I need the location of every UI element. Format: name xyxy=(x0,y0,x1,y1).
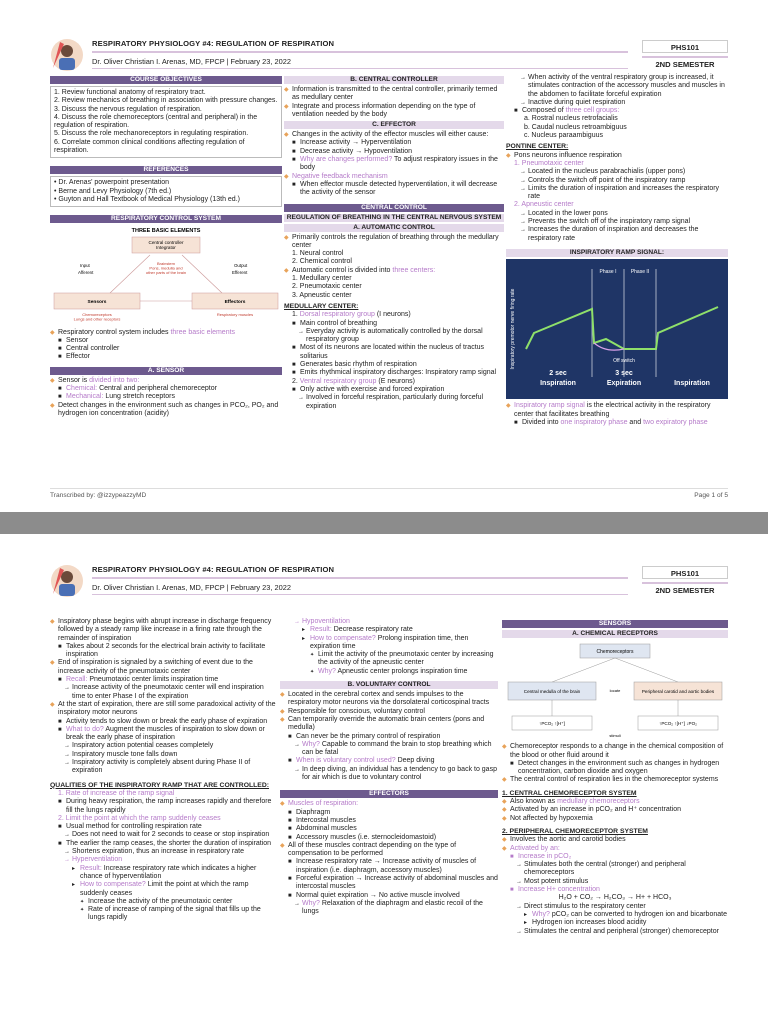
list-item: ■ When effector muscle detected hyperventilation, it will decrease the activity of the sensor xyxy=(284,181,504,198)
list-item: ◆ Not affected by hypoxemia xyxy=(502,815,728,823)
list-item: ■ Increase respiratory rate → Increase activity of muscles of inspiration (i.e. diaphragm, accessory muscles) xyxy=(280,858,498,875)
central-chemoreceptor-heading: 1. CENTRAL CHEMORECEPTOR SYSTEM xyxy=(502,789,637,797)
objective: 6. Correlate common clinical conditions affecting regulation of respiration. xyxy=(54,138,245,155)
central-stimuli-box: ↑PCO₂ ↑[H⁺] xyxy=(539,721,565,726)
doc-title: RESPIRATORY PHYSIOLOGY #4: REGULATION OF RESPIRATION xyxy=(92,39,335,48)
list-item: → Most potent stimulus xyxy=(502,878,728,886)
list-item: → Why? Capable to command the brain to stop breathing which can be fatal xyxy=(280,741,498,758)
list-item: ■ Central controller xyxy=(50,345,282,353)
list-item: b. Caudal nucleus retroambiguus xyxy=(524,123,627,131)
list-item: ▸ How to compensate? Limit the point at which the ramp suddenly ceases xyxy=(50,881,276,898)
list-item: ■ Can never be the primary control of respiration xyxy=(280,733,498,741)
ramp-heading: INSPIRATORY RAMP SIGNAL: xyxy=(506,249,728,257)
list-item: ✦ Limit the activity of the pneumotaxic center by increasing the activity of the apneustic center xyxy=(280,651,498,668)
page-2 xyxy=(0,512,768,1024)
list-item: → Why? Relaxation of the diaphragm and elastic recoil of the lungs xyxy=(280,900,498,917)
list-item: ■ Activity tends to slow down or break the early phase of expiration xyxy=(50,718,276,726)
list-item: ◆ Information is transmitted to the central controller, primarily termed as medullary center xyxy=(284,86,504,103)
ramp-ylabel: Inspiratory premotor nerve firing rate xyxy=(510,288,516,370)
list-item: ▸ Why? pCO₂ can be converted to hydrogen ion and bicarbonate xyxy=(502,911,728,919)
references-heading: REFERENCES xyxy=(50,166,282,174)
page-header xyxy=(50,564,728,598)
respiratory-muscles-label: Respiratory muscles xyxy=(216,312,254,318)
list-item: → Stimulates the central and peripheral (stronger) chemoreceptor xyxy=(502,928,728,936)
objective: 2. Review mechanics of breathing in association with pressure changes. xyxy=(54,97,278,105)
apneustic-label: 2. Apneustic center xyxy=(514,201,574,209)
list-item: 2. Limit the point at which the ramp suddenly ceases xyxy=(58,814,221,822)
effectors-heading: EFFECTORS xyxy=(280,790,498,798)
negative-feedback-label: ◆ Negative feedback mechanism xyxy=(284,173,504,181)
doc-title: RESPIRATORY PHYSIOLOGY #4: REGULATION OF RESPIRATION xyxy=(92,565,335,574)
list-item: → Prevents the switch off of the inspiratory ramp signal xyxy=(506,218,728,226)
pontine-center-heading: PONTINE CENTER: xyxy=(506,143,569,151)
list-item: 2. Chemical control xyxy=(292,258,352,266)
list-item: ■ Sensor xyxy=(50,337,282,345)
list-item: → Stimulates both the central (stronger) and peripheral chemoreceptors xyxy=(502,861,728,878)
objective: 1. Review functional anatomy of respiratory tract. xyxy=(54,89,206,96)
list-item: ◆ Inspiratory phase begins with abrupt increase in discharge frequency followed by a steady ramp like increase in a firing rate through the remainder of inspiration xyxy=(50,618,276,643)
effector-heading: C. EFFECTOR xyxy=(284,121,504,129)
diagram-title: THREE BASIC ELEMENTS xyxy=(131,228,201,235)
brainstem-label: Brainstem Pons, medulla and other parts of the brain xyxy=(145,261,187,276)
list-item: 1. Neural control xyxy=(292,250,344,258)
page-footer: Transcribed by: @izzypeazzyMD Page 1 of 5 xyxy=(50,492,728,499)
list-item: ▸ Result: Decrease respiratory rate xyxy=(280,626,498,634)
list-item: → Controls the switch off point of the inspiratory ramp xyxy=(506,177,728,185)
sensor-bullet: ◆ Sensor is divided into two: xyxy=(50,377,282,385)
qualities-heading: QUALITIES OF THE INSPIRATORY RAMP THAT ARE CONTROLLED: xyxy=(50,781,270,789)
list-item: → Does not need to wait for 2 seconds to cease or stop inspiration xyxy=(50,831,276,839)
ramp-label: Inspiration xyxy=(540,379,576,387)
ramp-label: 2 sec xyxy=(549,369,567,377)
list-item: → Limits the duration of inspiration and increases the respiratory rate xyxy=(506,185,728,202)
reference: • Berne and Levy Physiology (7th ed.) xyxy=(54,187,172,195)
doctor-logo-icon xyxy=(50,38,84,72)
central-controller-heading: B. CENTRAL CONTROLLER xyxy=(284,76,504,84)
list-item: ■ Most of its neurons are located within the nucleus of tractus solitarius xyxy=(284,344,504,361)
sensor-chemical: ■ Chemical: Central and peripheral chemoreceptor xyxy=(50,385,282,393)
list-item: 1. Medullary center xyxy=(292,275,352,283)
list-item: ■ Effector xyxy=(50,353,282,361)
inspiratory-ramp-figure xyxy=(506,259,728,399)
off-switch-label: Off switch xyxy=(613,357,635,364)
list-item: → Inspiratory action potential ceases completely xyxy=(50,742,276,750)
ramp-label: 3 sec xyxy=(615,369,633,377)
list-item: ◆ Responsible for conscious, voluntary control xyxy=(280,708,498,716)
list-item: → Increase activity of the pneumotaxic center will end inspiration time to enter Phase I of the expiration xyxy=(50,684,276,701)
list-item: ◆ Changes in the activity of the effector muscles will either cause: xyxy=(284,131,504,139)
list-item: ✦ Rate of increase of ramping of the signal that fills up the lungs rapidly xyxy=(50,906,276,923)
list-item: ◆ Activated by an: xyxy=(502,845,728,853)
references-list xyxy=(50,176,282,207)
doctor-logo-icon xyxy=(50,564,84,598)
list-item: → In deep diving, an individual has a tendency to go back to gasp for air which is due to voluntary control xyxy=(280,766,498,783)
control-system-diagram xyxy=(50,225,282,325)
phase-2-label: Phase II xyxy=(630,268,650,275)
list-item: ◆ Involves the aortic and carotid bodies xyxy=(502,836,728,844)
list-item: ◆ End of inspiration is signaled by a switching of event due to the increase activity of the pneumotaxic center xyxy=(50,659,276,676)
list-item: ◆ Also known as medullary chemoreceptors xyxy=(502,798,728,806)
list-item: ✦ Why? Apneustic center prolongs inspiration time xyxy=(280,668,498,676)
chemoreceptor-diagram xyxy=(502,640,728,740)
semester-badge: 2ND SEMESTER xyxy=(642,56,728,69)
list-item: ■ Increase in pCO₂ xyxy=(502,853,728,861)
list-item: ■ Divided into one inspiratory phase and two expiratory phase xyxy=(506,419,728,427)
objective: 5. Discuss the role mechanoreceptors in regulating respiration. xyxy=(54,130,249,138)
list-item: ■ Decrease activity → Hypoventilation xyxy=(284,148,504,156)
column-1 xyxy=(50,74,282,418)
list-item: ■ What to do? Augment the muscles of inspiration to slow down or break the early phase of inspiration xyxy=(50,726,276,743)
list-item: ■ Usual method for controlling respiration rate xyxy=(50,823,276,831)
phase-1-label: Phase I xyxy=(599,268,617,275)
list-item: ■ Only active with exercise and forced expiration xyxy=(284,386,504,394)
list-item: ▸ Hydrogen ion increases blood acidity xyxy=(502,919,728,927)
list-item: → Involved in forceful respiration, particularly during forceful expiration xyxy=(284,394,504,411)
objectives-list xyxy=(50,86,282,158)
list-item: ◆ Located in the cerebral cortex and sends impulses to the respiratory motor neurons via the dorsolateral corticospinal tracts xyxy=(280,691,498,708)
list-item: ■ Why are changes performed? To adjust respiratory issues in the body xyxy=(284,156,504,173)
hypoventilation-label: → Hypoventilation xyxy=(280,618,498,626)
list-item: ◆ All of these muscles contract depending on the type of compensation to be performed xyxy=(280,842,498,859)
list-item: ◆ Activated by an increase in pCO₂ and H⁺ concentration xyxy=(502,806,728,814)
list-item: ■ Recall: Pneumotaxic center limits inspiration time xyxy=(50,676,276,684)
doc-authors: Dr. Oliver Christian I. Arenas, MD, FPCP | February 23, 2022 xyxy=(92,57,291,66)
equation: H₂O + CO₂ → H₂CO₃ → H+ + HCO₃ xyxy=(558,894,672,902)
sensors-heading: SENSORS xyxy=(502,620,728,628)
effectors-box: Effectors xyxy=(224,300,246,306)
list-item: a. Rostral nucleus retrofacialis xyxy=(524,115,618,123)
column-1 xyxy=(50,618,276,923)
list-item: ◆ Pons neurons influence respiration xyxy=(506,152,728,160)
ramp-label: Inspiration xyxy=(674,379,710,387)
list-item: ◆ Chemoreceptor responds to a change in the chemical composition of the blood or other fluid around it xyxy=(502,743,728,760)
list-item: ■ The earlier the ramp ceases, the shorter the duration of inspiration xyxy=(50,840,276,848)
list-item: → When activity of the ventral respiratory group is increased, it stimulates contraction of the accessory muscles and muscles in the abdomen to facilitate forceful expiration xyxy=(506,74,728,99)
list-item: 2. Ventral respiratory group (E neurons) xyxy=(292,377,415,385)
chemoreceptors-box: Chemoreceptors xyxy=(596,649,634,655)
list-item: ■ Main control of breathing xyxy=(284,320,504,328)
list-item: ■ Increase H+ concentration xyxy=(502,886,728,894)
list-item: ■ Takes about 2 seconds for the electrical brain activity to facilitate inspiration xyxy=(50,643,276,660)
column-2 xyxy=(280,618,498,917)
list-item: 3. Apneustic center xyxy=(292,291,352,299)
list-item: → Increases the duration of inspiration and decreases the respiratory rate xyxy=(506,226,728,243)
course-badge: PHS101 xyxy=(642,566,728,579)
list-item: ■ Detect changes in the environment such as changes in hydrogen concentration, carbon dioxide and oxygen xyxy=(502,760,728,777)
list-item: ■ Emits rhythmical inspiratory discharges: Inspiratory ramp signal xyxy=(284,369,504,377)
list-item: 1. Dorsal respiratory group (I neurons) xyxy=(292,311,411,319)
automatic-control-heading: A. AUTOMATIC CONTROL xyxy=(284,224,504,232)
output-label: Output xyxy=(234,263,248,269)
page-header xyxy=(50,38,728,72)
list-item: ◆ Automatic control is divided into three centers: xyxy=(284,267,504,275)
list-item: ◆ Integrate and process information depending on the type of ventilation needed by the body xyxy=(284,103,504,120)
list-item: ✦ Increase the activity of the pneumotaxic center xyxy=(50,898,276,906)
voluntary-control-heading: B. VOLUNTARY CONTROL xyxy=(280,681,498,689)
locate-label: locate xyxy=(609,688,621,693)
list-item: ■ When is voluntary control used? Deep diving xyxy=(280,757,498,765)
list-item: ■ Composed of three cell groups: xyxy=(506,107,728,115)
list-item: 2. Pneumotaxic center xyxy=(292,283,362,291)
central-medulla-box: Central medulla of the brain xyxy=(523,689,581,694)
list-item: → Inactive during quiet respiration xyxy=(506,99,728,107)
column-3 xyxy=(502,618,728,936)
list-item: ■ Increase activity → Hyperventilation xyxy=(284,139,504,147)
list-item: → Everyday activity is automatically controlled by the dorsal respiratory group xyxy=(284,328,504,345)
ramp-label: Expiration xyxy=(606,379,642,387)
control-system-bullet: ◆ Respiratory control system includes three basic elements xyxy=(50,329,282,337)
hyperventilation-label: → Hyperventilation xyxy=(50,856,276,864)
semester-badge: 2ND SEMESTER xyxy=(642,582,728,595)
pneumotaxic-label: 1. Pneumotaxic center xyxy=(514,159,584,167)
doc-authors: Dr. Oliver Christian I. Arenas, MD, FPCP | February 23, 2022 xyxy=(92,583,291,592)
stimuli-label: stimuli xyxy=(609,733,621,738)
sensors-box: Sensors xyxy=(87,300,107,306)
list-item: ◆ At the start of expiration, there are still some paradoxical activity of the inspiratory motor neurons xyxy=(50,701,276,718)
list-item: ■ Abdominal muscles xyxy=(280,825,498,833)
list-item: ■ Generates basic rhythm of respiration xyxy=(284,361,504,369)
list-item: → Located in the nucleus parabrachialis (upper pons) xyxy=(506,168,728,176)
peripheral-stimuli-box: ↑PCO₂ ↑[H⁺] ↓PO₂ xyxy=(659,721,697,726)
list-item: ■ Normal quiet expiration → No active muscle involved xyxy=(280,892,498,900)
list-item: ■ During heavy respiration, the ramp increases rapidly and therefore fill the lungs rapidly xyxy=(50,798,276,815)
central-controller-label: Central controller Integrator xyxy=(148,240,184,251)
medullary-center-heading: MEDULLARY CENTER: xyxy=(284,302,359,310)
list-item: → Inspiratory activity is completely absent during Phase II of expiration xyxy=(50,759,276,776)
reference: • Dr. Arenas' powerpoint presentation xyxy=(54,179,170,187)
list-item: → Located in the lower pons xyxy=(506,210,728,218)
peripheral-chemoreceptor-heading: 2. PERIPHERAL CHEMORECEPTOR SYSTEM xyxy=(502,827,648,835)
efferent-label: Efferent xyxy=(232,270,248,276)
chemical-receptors-heading: A. CHEMICAL RECEPTORS xyxy=(502,630,728,638)
objective: 4. Discuss the role chemoreceptors (central and peripheral) in the regulation of respiration. xyxy=(54,113,258,130)
list-item: ■ Intercostal muscles xyxy=(280,817,498,825)
list-item: ■ Accessory muscles (i.e. sternocleidomastoid) xyxy=(280,834,498,842)
list-item: 1. Rate of increase of the ramp signal xyxy=(58,789,175,797)
list-item: ▸ Result: Increase respiratory rate which indicates a higher chance of hyperventilation xyxy=(50,865,276,882)
input-label: Input xyxy=(80,263,90,269)
column-2 xyxy=(284,74,504,411)
list-item: ◆ Primarily controls the regulation of breathing through the medullary center xyxy=(284,234,504,251)
list-item: ■ Diaphragm xyxy=(280,809,498,817)
muscles-label: ◆ Muscles of respiration: xyxy=(280,800,498,808)
column-3 xyxy=(506,74,728,427)
objective: 3. Discuss the nervous regulation of respiration. xyxy=(54,105,202,113)
sensor-heading: A. SENSOR xyxy=(50,367,282,375)
list-item: ▸ How to compensate? Prolong inspiration time, then expiration time xyxy=(280,635,498,652)
list-item: ◆ Can temporarily override the automatic brain centers (pons and medulla) xyxy=(280,716,498,733)
central-control-heading: CENTRAL CONTROL xyxy=(284,204,504,212)
peripheral-bodies-box: Peripheral carotid and aortic bodies xyxy=(641,689,715,694)
regulation-heading: REGULATION OF BREATHING IN THE CENTRAL NERVOUS SYSTEM xyxy=(284,214,504,222)
list-item: c. Nucleus paraambiguus xyxy=(524,132,603,140)
objectives-heading: COURSE OBJECTIVES xyxy=(50,76,282,84)
chemoreceptors-label: Chemoreceptors Lungs and other receptors xyxy=(73,312,121,322)
list-item: ■ Forceful expiration → Increase activity of abdominal muscles and intercostal muscles xyxy=(280,875,498,892)
list-item: → Shortens expiration, thus an increase in respiratory rate xyxy=(50,848,276,856)
list-item: → Inspiratory muscle tone falls down xyxy=(50,751,276,759)
sensor-detect: ◆ Detect changes in the environment such as changes in PCO₂, PO₂ and hydrogen ion concentration (acidity) xyxy=(50,402,282,419)
course-badge: PHS101 xyxy=(642,40,728,53)
list-item: → Direct stimulus to the respiratory center xyxy=(502,903,728,911)
afferent-label: Afferent xyxy=(78,270,94,276)
control-system-heading: RESPIRATORY CONTROL SYSTEM xyxy=(50,215,282,223)
list-item: ◆ Inspiratory ramp signal is the electrical activity in the respiratory center that facilitates breathing xyxy=(506,402,728,419)
reference: • Guyton and Hall Textbook of Medical Physiology (13th ed.) xyxy=(54,195,240,203)
list-item: ◆ The central control of respiration lies in the chemoreceptor systems xyxy=(502,776,728,784)
sensor-mechanical: ■ Mechanical: Lung stretch receptors xyxy=(50,393,282,401)
